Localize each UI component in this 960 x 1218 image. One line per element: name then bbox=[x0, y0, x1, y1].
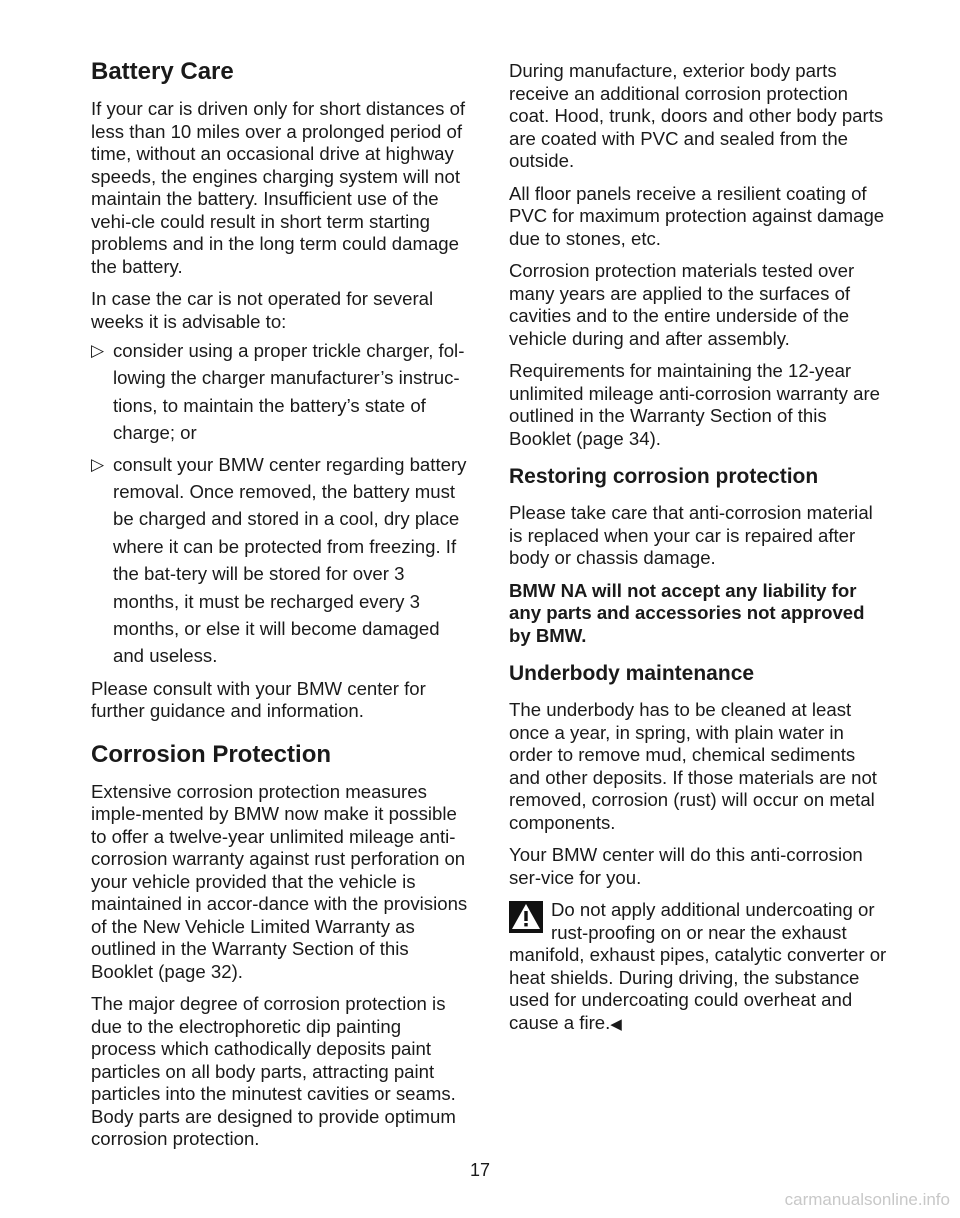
battery-advice-list bbox=[91, 337, 469, 670]
warranty-requirements-paragraph: Requirements for maintaining the 12-year unlimited mileage anti-corrosion warranty are outlined in the Warranty Section of this Booklet (page 34). bbox=[509, 360, 881, 449]
warning-note bbox=[509, 899, 887, 1036]
warning-text: Do not apply additional undercoating or rust-proofing on or near the exhaust manifold, exhaust pipes, catalytic converter or heat shields. During driving, the substance used for undercoating could overheat and cause a fire. bbox=[509, 899, 887, 1033]
end-mark-icon: ◀ bbox=[610, 1015, 622, 1033]
left-column bbox=[91, 58, 469, 1161]
list-item bbox=[91, 337, 469, 447]
floor-panels-paragraph: All floor panels receive a resilient coating of PVC for maximum protection against damage due to stones, etc. bbox=[509, 182, 885, 249]
restoring-paragraph: Please take care that anti-corrosion material is replaced when your car is repaired after body or chassis damage. bbox=[509, 502, 873, 568]
battery-paragraph-3: Please consult with your BMW center for further guidance and information. bbox=[91, 677, 426, 722]
list-item bbox=[91, 451, 469, 670]
bullet-arrow-icon: ▷ bbox=[91, 341, 105, 360]
materials-paragraph: Corrosion protection materials tested over many years are applied to the surfaces of cavities and to the entire underside of the vehicle during and after assembly. bbox=[509, 260, 855, 349]
corrosion-paragraph-2: The major degree of corrosion protection is due to the electrophoretic dip painting process which cathodically deposits paint particles on all body parts, attracting paint particles into the minutest cavities or seams. Body parts are designed to provide optimum corrosion protection. bbox=[91, 993, 456, 1150]
manufacture-paragraph: During manufacture, exterior body parts receive an additional corrosion protection coat. Hood, trunk, doors and other body parts are coated with PVC and sealed from the outside. bbox=[509, 60, 884, 171]
underbody-paragraph-1: The underbody has to be cleaned at least once a year, in spring, with plain water in order to remove mud, chemical sediments and other deposits. If those materials are not removed, corrosion (rust) will occur on metal components. bbox=[509, 699, 877, 833]
warning-icon bbox=[509, 901, 543, 933]
bullet-text: consult your BMW center regarding battery removal. Once removed, the battery must be charged and stored in a cool, dry place where it can be protected from freezing. If the bat-tery will be stored for over 3 months, it must be recharged every 3 months, or else it will become damaged and useless. bbox=[113, 453, 467, 667]
right-column bbox=[509, 60, 887, 1036]
bullet-text: consider using a proper trickle charger, fol-lowing the charger manufacturer’s instruc-tions, to maintain the battery’s state of charge; or bbox=[113, 340, 465, 444]
corrosion-paragraph-1: Extensive corrosion protection measures imple-mented by BMW now make it possible to offer a twelve-year unlimited mileage anti-corrosion warranty against rust perforation on your vehicle provided that the vehicle is maintained in accor-dance with the provisions of the New Vehicle Limited Warranty as outlined in the Warranty Section of this Booklet (page 32). bbox=[91, 780, 468, 982]
page-number: 17 bbox=[469, 1160, 491, 1180]
restoring-corrosion-heading: Restoring corrosion protection bbox=[509, 465, 819, 488]
liability-notice: BMW NA will not accept any liability for any parts and accessories not approved by BMW. bbox=[509, 579, 865, 646]
underbody-maintenance-heading: Underbody maintenance bbox=[509, 662, 755, 685]
battery-care-heading: Battery Care bbox=[91, 58, 234, 85]
battery-paragraph-2: In case the car is not operated for several weeks it is advisable to: bbox=[91, 288, 434, 332]
battery-paragraph-1: If your car is driven only for short distances of less than 10 miles over a prolonged period of time, without an occasional drive at highway speeds, the engines charging system will not maintain the battery. Insufficient use of the vehi-cle could result in short term starting problems and in the long term could damage the battery. bbox=[91, 98, 466, 277]
corrosion-protection-heading: Corrosion Protection bbox=[91, 740, 332, 768]
watermark: carmanualsonline.info bbox=[784, 1190, 950, 1209]
bullet-arrow-icon: ▷ bbox=[91, 454, 105, 474]
underbody-paragraph-2: Your BMW center will do this anti-corrosion ser-vice for you. bbox=[509, 844, 863, 888]
